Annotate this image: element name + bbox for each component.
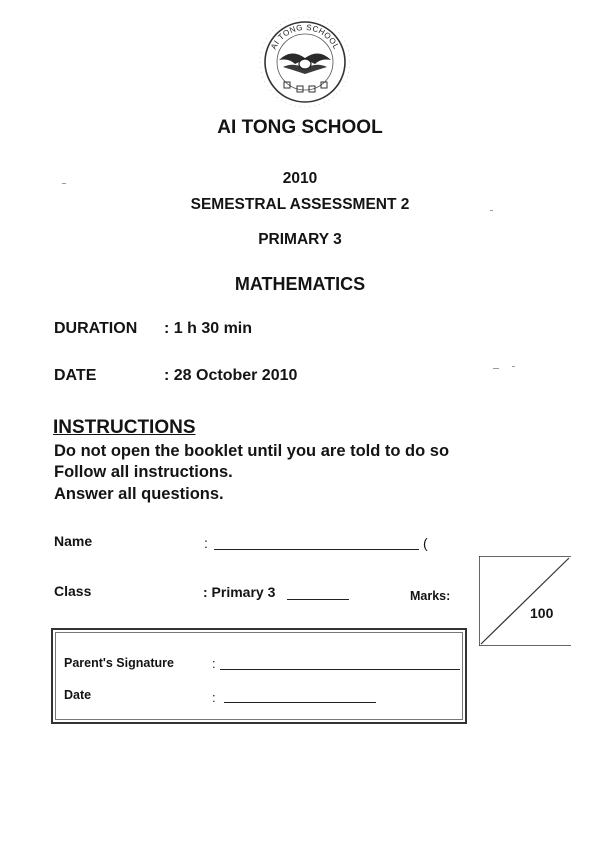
scan-speck bbox=[493, 368, 499, 369]
name-label: Name bbox=[54, 533, 93, 549]
scan-speck bbox=[490, 210, 493, 211]
class-field[interactable] bbox=[287, 599, 349, 600]
scan-speck bbox=[512, 366, 515, 367]
assessment-title: SEMESTRAL ASSESSMENT 2 bbox=[190, 196, 410, 213]
instruction-line: Answer all questions. bbox=[54, 485, 224, 503]
level-title: PRIMARY 3 bbox=[258, 231, 342, 248]
name-field[interactable] bbox=[214, 549, 419, 550]
marks-total: 100 bbox=[530, 605, 554, 621]
scan-speck bbox=[62, 183, 66, 184]
sig-date-field[interactable] bbox=[224, 702, 376, 703]
parent-signature-inner-border bbox=[55, 632, 463, 720]
signature-label: Parent's Signature bbox=[64, 656, 174, 670]
sig-date-colon: : bbox=[212, 690, 216, 705]
instruction-line: Follow all instructions. bbox=[54, 463, 233, 481]
instructions-heading: INSTRUCTIONS bbox=[53, 417, 196, 438]
class-value: : Primary 3 bbox=[203, 584, 276, 600]
exam-year: 2010 bbox=[282, 170, 318, 187]
signature-colon: : bbox=[212, 656, 216, 671]
svg-text:AI TONG SCHOOL: AI TONG SCHOOL bbox=[269, 22, 342, 51]
date-label: DATE bbox=[54, 367, 97, 384]
signature-field[interactable] bbox=[220, 669, 460, 670]
name-paren: ( bbox=[423, 535, 428, 551]
marks-box[interactable] bbox=[479, 556, 571, 646]
class-label: Class bbox=[54, 583, 92, 599]
duration-label: DURATION bbox=[54, 320, 138, 337]
instruction-line: Do not open the booklet until you are told to do so bbox=[54, 442, 450, 460]
name-colon: : bbox=[204, 535, 208, 551]
duration-value: : 1 h 30 min bbox=[164, 320, 253, 337]
subject-title: MATHEMATICS bbox=[234, 274, 366, 294]
sig-date-label: Date bbox=[64, 688, 92, 702]
school-logo bbox=[249, 12, 361, 112]
date-value: : 28 October 2010 bbox=[164, 367, 298, 384]
marks-label: Marks: bbox=[410, 589, 451, 603]
school-name: AI TONG SCHOOL bbox=[217, 117, 383, 138]
parent-signature-box bbox=[51, 628, 467, 724]
